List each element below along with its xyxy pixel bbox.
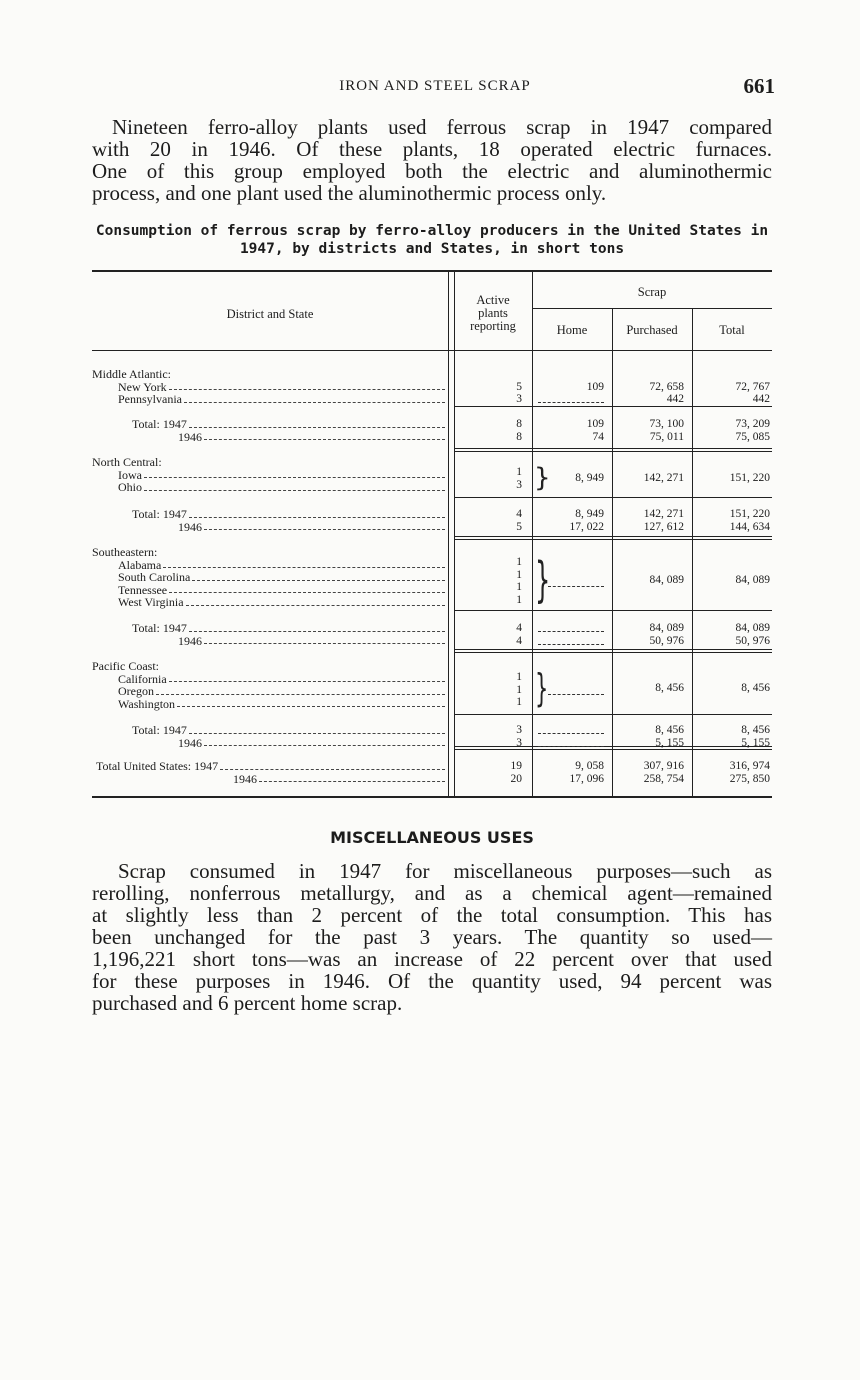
leader-dots <box>184 393 445 403</box>
stub-label: Pennsylvania <box>118 392 182 406</box>
intro-line: with 20 in 1946. Of these plants, 18 operated electric furnaces. <box>92 137 772 161</box>
total-cell: 5, 155 <box>741 736 770 749</box>
plants-cell: 3 <box>516 736 522 749</box>
leader-dots <box>204 521 445 531</box>
stub-label: Total: 1947 <box>132 417 187 431</box>
purchased-cell: 142, 271 <box>643 472 684 484</box>
plants-cell: 19 <box>510 760 522 772</box>
plants-cell: 1 <box>516 581 522 593</box>
misc-line: at slightly less than 2 percent of the total consumption. This has <box>92 903 772 927</box>
running-title: IRON AND STEEL SCRAP <box>339 78 531 94</box>
section-rule <box>454 649 772 650</box>
purchased-cell: 307, 916 <box>643 760 684 772</box>
stub-heading: North Central: <box>92 455 162 469</box>
leader-dots <box>177 698 445 708</box>
table-bottom-rule <box>92 796 772 798</box>
leader-dots <box>186 596 445 606</box>
stub-southeastern-totals <box>92 622 448 647</box>
total-cell: 84, 089 <box>735 574 770 586</box>
home-cell: 8, 949 <box>575 472 604 484</box>
stub-label: 1946 <box>178 429 202 444</box>
total-cell: 73, 209 <box>735 418 770 430</box>
right-brace: } <box>534 463 551 493</box>
empty-dash <box>538 746 604 747</box>
column-rule <box>532 270 533 796</box>
stub-row <box>92 521 448 534</box>
column-rule <box>448 270 449 796</box>
purchased-cell: 84, 089 <box>649 622 684 634</box>
leader-dots <box>189 508 445 518</box>
right-brace: } <box>535 552 551 608</box>
purchased-cell: 442 <box>666 393 684 405</box>
scrap-table <box>92 270 772 800</box>
purchased-cell: 258, 754 <box>643 772 684 785</box>
stub-label: Total: 1947 <box>132 723 187 737</box>
table-top-rule <box>92 270 772 272</box>
home-cell: 109 <box>586 418 604 430</box>
stub-row <box>92 481 448 494</box>
stub-row <box>92 508 448 521</box>
purchased-cell: 73, 100 <box>649 418 684 430</box>
plants-cell: 1 <box>516 671 522 683</box>
empty-dash <box>538 644 604 645</box>
leader-dots <box>169 673 445 683</box>
plants-cell: 1 <box>516 593 522 606</box>
intro-line: One of this group employed both the electric and aluminothermic <box>92 159 772 183</box>
home-cell: 8, 949 <box>575 508 604 520</box>
stub-label: Total: 1947 <box>132 621 187 635</box>
subtotal-rule <box>454 714 772 715</box>
total-cell: 442 <box>752 393 770 405</box>
plants-cell: 20 <box>510 772 522 785</box>
leader-dots <box>144 481 445 491</box>
section-rule <box>454 536 772 537</box>
home-cell: 9, 058 <box>575 760 604 772</box>
stub-row <box>92 571 448 584</box>
intro-line: Nineteen ferro-alloy plants used ferrous scrap in 1947 compared <box>112 115 772 139</box>
stub-label: Iowa <box>118 467 142 482</box>
header-purchased: Purchased <box>626 323 678 337</box>
stub-row <box>92 724 448 737</box>
stub-heading: Middle Atlantic: <box>92 367 171 381</box>
plants-cell: 4 <box>516 508 522 520</box>
stub-north-central <box>92 456 448 494</box>
stub-label: 1946 <box>178 633 202 648</box>
purchased-cell: 50, 976 <box>649 634 684 647</box>
stub-label: 1946 <box>178 519 202 534</box>
header-active-line: plants <box>478 306 508 320</box>
leader-dots <box>192 571 445 581</box>
plants-cell: 3 <box>516 724 522 736</box>
stub-label: Oregon <box>118 684 154 698</box>
leader-dots <box>169 584 445 594</box>
stub-row <box>92 737 448 750</box>
home-cell: 109 <box>586 380 604 393</box>
stub-label: South Carolina <box>118 570 191 584</box>
stub-label: West Virginia <box>118 595 184 609</box>
section-rule <box>454 652 772 653</box>
stub-row <box>92 431 448 444</box>
purchased-cell: 84, 089 <box>649 574 684 586</box>
header-home: Home <box>556 323 588 337</box>
empty-dash <box>538 733 604 734</box>
leader-dots <box>156 685 445 695</box>
stub-row <box>92 393 448 406</box>
total-cell: 8, 456 <box>741 682 770 694</box>
total-cell: 151, 220 <box>729 472 770 484</box>
page-number: 661 <box>743 74 775 98</box>
table-title-line: Consumption of ferrous scrap by ferro-alloy producers in the United States in <box>95 223 769 239</box>
leader-dots <box>189 724 445 734</box>
subtotal-rule <box>454 610 772 611</box>
total-cell: 275, 850 <box>729 772 770 785</box>
empty-dash <box>538 402 604 403</box>
total-cell: 75, 085 <box>735 430 770 443</box>
total-cell: 72, 767 <box>735 380 770 393</box>
plants-cell: 3 <box>516 393 522 405</box>
misc-line: Scrap consumed in 1947 for miscellaneous purposes—such as <box>118 859 772 883</box>
stub-label: Total United States: 1947 <box>96 759 219 773</box>
misc-line: purchased and 6 percent home scrap. <box>92 991 403 1015</box>
leader-dots <box>144 469 445 479</box>
home-cell: 17, 096 <box>569 772 604 785</box>
stub-heading: Southeastern: <box>92 545 158 559</box>
leader-dots <box>204 431 445 441</box>
plants-cell: 5 <box>516 380 522 393</box>
stub-row <box>92 469 448 482</box>
stub-pacific-coast-totals <box>92 724 448 749</box>
section-rule <box>454 448 772 449</box>
header-active-line: Active <box>476 293 510 307</box>
leader-dots <box>163 559 445 569</box>
total-cell: 50, 976 <box>735 634 770 647</box>
stub-label: New York <box>118 379 167 394</box>
leader-dots <box>189 622 445 632</box>
leader-dots <box>220 760 445 770</box>
plants-cell: 4 <box>516 622 522 634</box>
subtotal-rule <box>454 497 772 498</box>
misc-line: 1,196,221 short tons—was an increase of 22 percent over that used <box>92 947 772 971</box>
stub-row <box>92 622 448 635</box>
purchased-cell: 75, 011 <box>649 430 684 443</box>
header-district: District and State <box>226 307 314 321</box>
plants-cell: 1 <box>516 466 522 478</box>
section-rule <box>454 451 772 452</box>
stub-label: California <box>118 671 167 686</box>
section-rule <box>454 749 772 750</box>
plants-cell: 5 <box>516 520 522 533</box>
misc-line: for these purposes in 1946. Of the quantity used, 94 percent was <box>92 969 772 993</box>
stub-heading: Pacific Coast: <box>92 659 159 673</box>
stub-row <box>92 685 448 698</box>
stub-southeastern <box>92 546 448 609</box>
table-title-line: 1947, by districts and States, in short tons <box>239 241 625 257</box>
purchased-cell: 8, 456 <box>655 682 684 694</box>
stub-row <box>92 596 448 609</box>
scrap-group-rule <box>532 308 772 309</box>
empty-dash <box>548 586 604 587</box>
home-cell: 74 <box>592 430 604 443</box>
header-active-line: reporting <box>470 319 516 333</box>
leader-dots <box>259 773 445 783</box>
running-head <box>95 74 775 98</box>
stub-middle-atlantic <box>92 368 448 406</box>
leader-dots <box>204 635 445 645</box>
leader-dots <box>189 418 445 428</box>
stub-row <box>92 418 448 431</box>
plants-cell: 1 <box>516 696 522 708</box>
header-total: Total <box>719 323 745 337</box>
header-scrap: Scrap <box>637 285 667 299</box>
home-cell: 17, 022 <box>569 520 604 533</box>
purchased-cell: 5, 155 <box>655 736 684 749</box>
purchased-cell: 72, 658 <box>649 380 684 393</box>
intro-line: process, and one plant used the aluminothermic process only. <box>92 181 607 205</box>
stub-label: Total: 1947 <box>132 507 187 521</box>
column-rule <box>454 270 455 796</box>
misc-line: rerolling, nonferrous metallurgy, and as a chemical agent—remained <box>92 881 772 905</box>
empty-dash <box>548 694 604 695</box>
header-bottom-rule <box>92 350 772 351</box>
leader-dots <box>169 381 445 391</box>
plants-cell: 1 <box>516 568 522 581</box>
stub-north-central-totals <box>92 508 448 533</box>
misc-line: been unchanged for the past 3 years. The quantity so used— <box>92 925 772 949</box>
plants-cell: 8 <box>516 418 522 430</box>
misc-paragraph <box>92 860 772 1014</box>
total-cell: 144, 634 <box>729 520 770 533</box>
stub-label: Washington <box>118 696 176 711</box>
header-active-plants <box>454 294 532 333</box>
stub-row <box>92 635 448 648</box>
stub-row <box>92 698 448 711</box>
purchased-cell: 142, 271 <box>643 508 684 520</box>
subtotal-rule <box>454 406 772 407</box>
stub-label: Alabama <box>118 557 162 572</box>
table-title <box>92 222 772 258</box>
stub-row <box>92 773 448 786</box>
intro-paragraph <box>92 116 772 204</box>
empty-dash <box>538 631 604 632</box>
section-rule <box>454 539 772 540</box>
stub-us-totals <box>92 760 448 785</box>
stub-pacific-coast <box>92 660 448 710</box>
stub-middle-atlantic-totals <box>92 418 448 443</box>
total-cell: 8, 456 <box>741 724 770 736</box>
stub-label: Ohio <box>118 480 142 494</box>
plants-cell: 3 <box>516 478 522 491</box>
total-cell: 316, 974 <box>729 760 770 772</box>
plants-cell: 1 <box>516 683 522 696</box>
stub-label: Tennessee <box>118 582 168 597</box>
leader-dots <box>204 737 445 747</box>
plants-cell: 1 <box>516 556 522 568</box>
stub-label: 1946 <box>178 735 202 750</box>
plants-cell: 4 <box>516 634 522 647</box>
purchased-cell: 8, 456 <box>655 724 684 736</box>
total-cell: 151, 220 <box>729 508 770 520</box>
plants-cell: 8 <box>516 430 522 443</box>
stub-label: 1946 <box>233 771 257 786</box>
total-cell: 84, 089 <box>735 622 770 634</box>
section-heading: MISCELLANEOUS USES <box>330 828 534 847</box>
purchased-cell: 127, 612 <box>643 520 684 533</box>
right-brace: } <box>535 666 549 710</box>
stub-row <box>92 760 448 773</box>
